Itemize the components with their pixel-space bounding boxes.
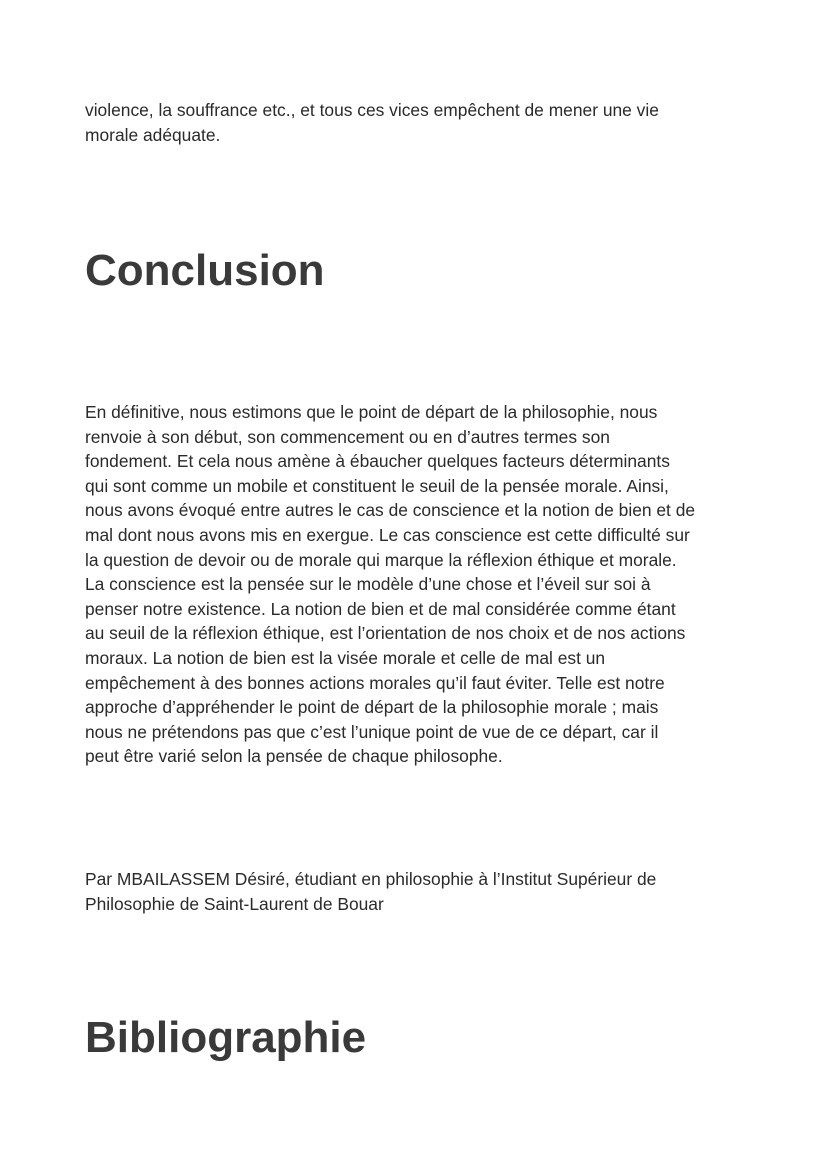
conclusion-heading: Conclusion — [85, 246, 325, 295]
text-line: penser notre existence. La notion de bien et de mal considérée comme étant — [85, 598, 676, 619]
text-line: nous avons évoqué entre autres le cas de conscience et la notion de bien et de — [85, 500, 696, 521]
text-line: approche d’appréhender le point de départ de la philosophie morale ; mais — [85, 697, 659, 718]
text-line: Par MBAILASSEM Désiré, étudiant en philosophie à l’Institut Supérieur de — [85, 869, 657, 889]
text-line: morale adéquate. — [85, 124, 221, 145]
text-line: mal dont nous avons mis en exergue. Le cas conscience est cette difficulté sur — [85, 524, 690, 545]
text-line: fondement. Et cela nous amène à ébaucher quelques facteurs déterminants — [85, 451, 670, 472]
author-credit — [85, 867, 656, 916]
text-line: au seuil de la réflexion éthique, est l’orientation de nos choix et de nos actions — [85, 623, 686, 644]
text-line: renvoie à son début, son commencement ou en d’autres termes son — [85, 426, 610, 447]
text-line: empêchement à des bonnes actions morales qu’il faut éviter. Telle est notre — [85, 672, 665, 693]
text-line: moraux. La notion de bien est la visée morale et celle de mal est un — [85, 647, 606, 668]
text-line: En définitive, nous estimons que le point de départ de la philosophie, nous — [85, 402, 658, 422]
text-line: nous ne prétendons pas que c’est l’unique point de vue de ce départ, car il — [85, 721, 659, 742]
text-line: la question de devoir ou de morale qui marque la réflexion éthique et morale. — [85, 549, 677, 570]
text-line: Philosophie de Saint-Laurent de Bouar — [85, 893, 384, 914]
bibliography-heading: Bibliographie — [85, 1013, 367, 1062]
text-line: peut être varié selon la pensée de chaque philosophe. — [85, 746, 503, 767]
text-line: qui sont comme un mobile et constituent le seuil de la pensée morale. Ainsi, — [85, 475, 669, 496]
conclusion-paragraph — [85, 400, 695, 769]
intro-paragraph — [85, 98, 659, 147]
text-line: violence, la souffrance etc., et tous ces vices empêchent de mener une vie — [85, 100, 659, 120]
text-line: La conscience est la pensée sur le modèle d’une chose et l’éveil sur soi à — [85, 574, 651, 595]
